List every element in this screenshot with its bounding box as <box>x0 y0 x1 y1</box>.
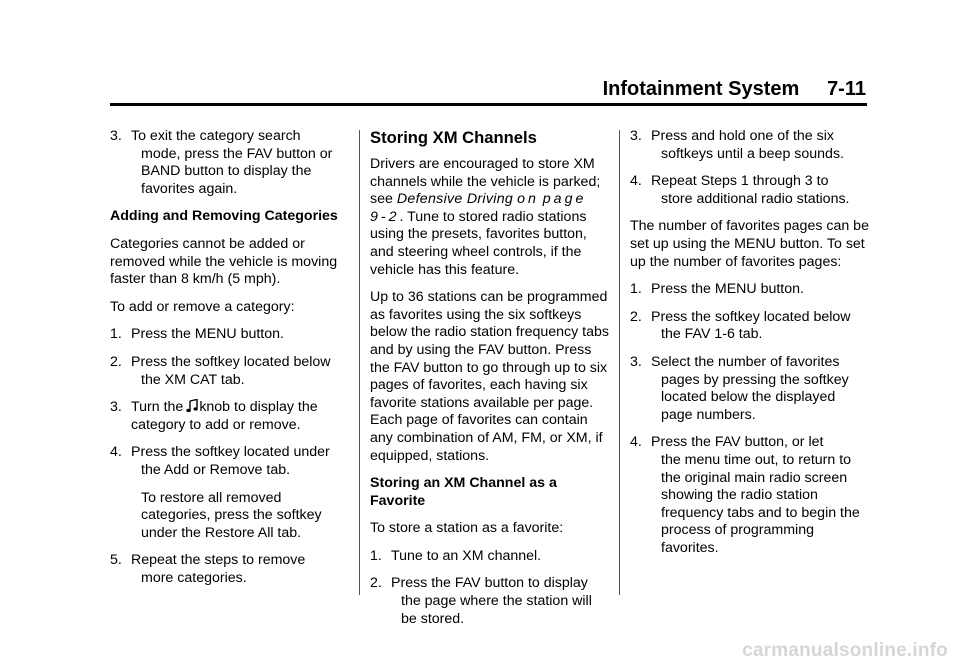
item-number: 4. <box>630 173 642 190</box>
item-line: Press the softkey located below <box>651 308 851 325</box>
page-number: 7-11 <box>827 78 866 100</box>
list-item <box>630 434 870 557</box>
cross-reference-page[interactable]: page 9-2 <box>370 191 587 225</box>
item-line: Press the softkey located below <box>131 353 331 370</box>
item-number: 2. <box>110 353 122 370</box>
cross-reference-on: on <box>517 191 539 208</box>
list-item <box>110 552 348 587</box>
item-text: Tune to an XM channel. <box>391 547 542 564</box>
item-number: 4. <box>630 434 642 451</box>
item-number: 2. <box>630 308 642 325</box>
section-heading: Storing XM Channels <box>370 128 537 147</box>
page-header <box>110 78 866 106</box>
header-rule <box>110 103 867 106</box>
list-item <box>630 173 870 208</box>
item-continuation: the menu time out, to return to the original main radio screen showing the radio station frequency tabs and to begin the process of programming favorites. <box>661 451 860 556</box>
item-continuation: more categories. <box>141 569 247 586</box>
item-continuation: mode, press the FAV button or BAND button to display the favorites again. <box>141 145 333 197</box>
item-line: Press the FAV button to display <box>391 575 588 592</box>
item-line: Repeat the steps to remove <box>131 552 306 569</box>
item-number: 1. <box>110 326 122 343</box>
item-continuation: the page where the station will be stored. <box>401 593 592 627</box>
item-text <box>651 173 870 208</box>
subheading: Adding and Removing Categories <box>110 208 338 225</box>
item-number: 1. <box>630 281 642 298</box>
item-number: 3. <box>110 399 122 416</box>
item-number: 3. <box>630 353 642 370</box>
item-text <box>651 309 870 344</box>
item-continuation: pages by pressing the softkey located below the displayed page numbers. <box>661 371 849 423</box>
list-item <box>110 326 348 344</box>
column-2 <box>370 128 610 638</box>
list-item <box>110 399 348 434</box>
item-line: Turn the <box>131 399 184 416</box>
text-run: Drivers are encouraged to store XM channels while the vehicle is parked; see <box>370 156 601 208</box>
list-item <box>630 281 870 299</box>
header-title <box>603 78 866 101</box>
item-text <box>131 399 348 434</box>
paragraph <box>370 156 610 279</box>
item-continuation: the XM CAT tab. <box>141 371 245 388</box>
item-continuation: category to add or remove. <box>131 416 301 433</box>
item-text <box>131 552 348 587</box>
item-line: Repeat Steps 1 through 3 to <box>651 173 829 190</box>
item-text <box>131 128 348 198</box>
paragraph: To store a station as a favorite: <box>370 520 564 537</box>
text-run: . Tune to stored radio stations using the presets, favorites button, and steering wheel controls, if the vehicle has this feature. <box>370 208 587 278</box>
item-number: 5. <box>110 552 122 569</box>
item-line: Press the softkey located under <box>131 444 330 461</box>
column-1 <box>110 128 348 597</box>
list-item <box>630 354 870 424</box>
column-3 <box>630 128 870 567</box>
item-line: knob to display the <box>199 399 318 416</box>
column-divider <box>359 130 360 595</box>
item-text <box>131 354 348 389</box>
item-continuation: store additional radio stations. <box>661 190 850 207</box>
item-text <box>651 128 870 163</box>
item-line: Press the FAV button, or let <box>651 434 824 451</box>
item-line: Select the number of favorites <box>651 353 840 370</box>
paragraph: The number of favorites pages can be set up using the MENU button. To set up the number of favorites pages: <box>630 218 869 270</box>
item-number: 3. <box>630 128 642 144</box>
paragraph: Categories cannot be added or removed while the vehicle is moving faster than 8 km/h (5 mph). <box>110 235 338 288</box>
list-item <box>110 354 348 389</box>
item-number: 4. <box>110 444 122 461</box>
paragraph: To restore all removed categories, press the softkey under the Restore All tab. <box>141 489 322 541</box>
item-line: Press and hold one of the six <box>651 128 834 144</box>
item-number: 1. <box>370 547 382 564</box>
list-item <box>110 444 348 479</box>
section-title: Infotainment System <box>602 78 800 100</box>
cross-reference[interactable]: Defensive Driving <box>396 191 514 208</box>
list-item <box>630 128 870 163</box>
subheading: Storing an XM Channel as a Favorite <box>370 475 557 509</box>
item-number: 2. <box>370 575 382 592</box>
list-item <box>370 548 610 566</box>
item-line: To exit the category search <box>131 128 301 144</box>
item-continuation: the FAV 1-6 tab. <box>661 326 763 343</box>
column-divider <box>619 130 620 595</box>
paragraph: Up to 36 stations can be programmed as favorites using the six softkeys below the radio station frequency tabs and by using the FAV button. Press the FAV button to go through up to six pages of favorites, each having six favorite stations available per page. Each page of favorites can contain any combination of AM, FM, or XM, if equipped, stations. <box>370 289 609 464</box>
item-text <box>651 354 870 424</box>
item-text: Press the MENU button. <box>651 281 804 298</box>
item-text: Press the MENU button. <box>131 326 284 343</box>
list-item <box>630 309 870 344</box>
item-text <box>391 575 610 628</box>
item-text <box>131 444 348 479</box>
list-item <box>370 575 610 628</box>
list-item <box>110 128 348 198</box>
item-continuation: the Add or Remove tab. <box>141 461 291 478</box>
item-number: 3. <box>110 128 122 144</box>
item-text <box>651 434 870 557</box>
paragraph: To add or remove a category: <box>110 298 295 315</box>
item-continuation: softkeys until a beep sounds. <box>661 145 844 162</box>
watermark: carmanualsonline.info <box>742 640 948 661</box>
tune-knob-icon <box>186 399 198 413</box>
